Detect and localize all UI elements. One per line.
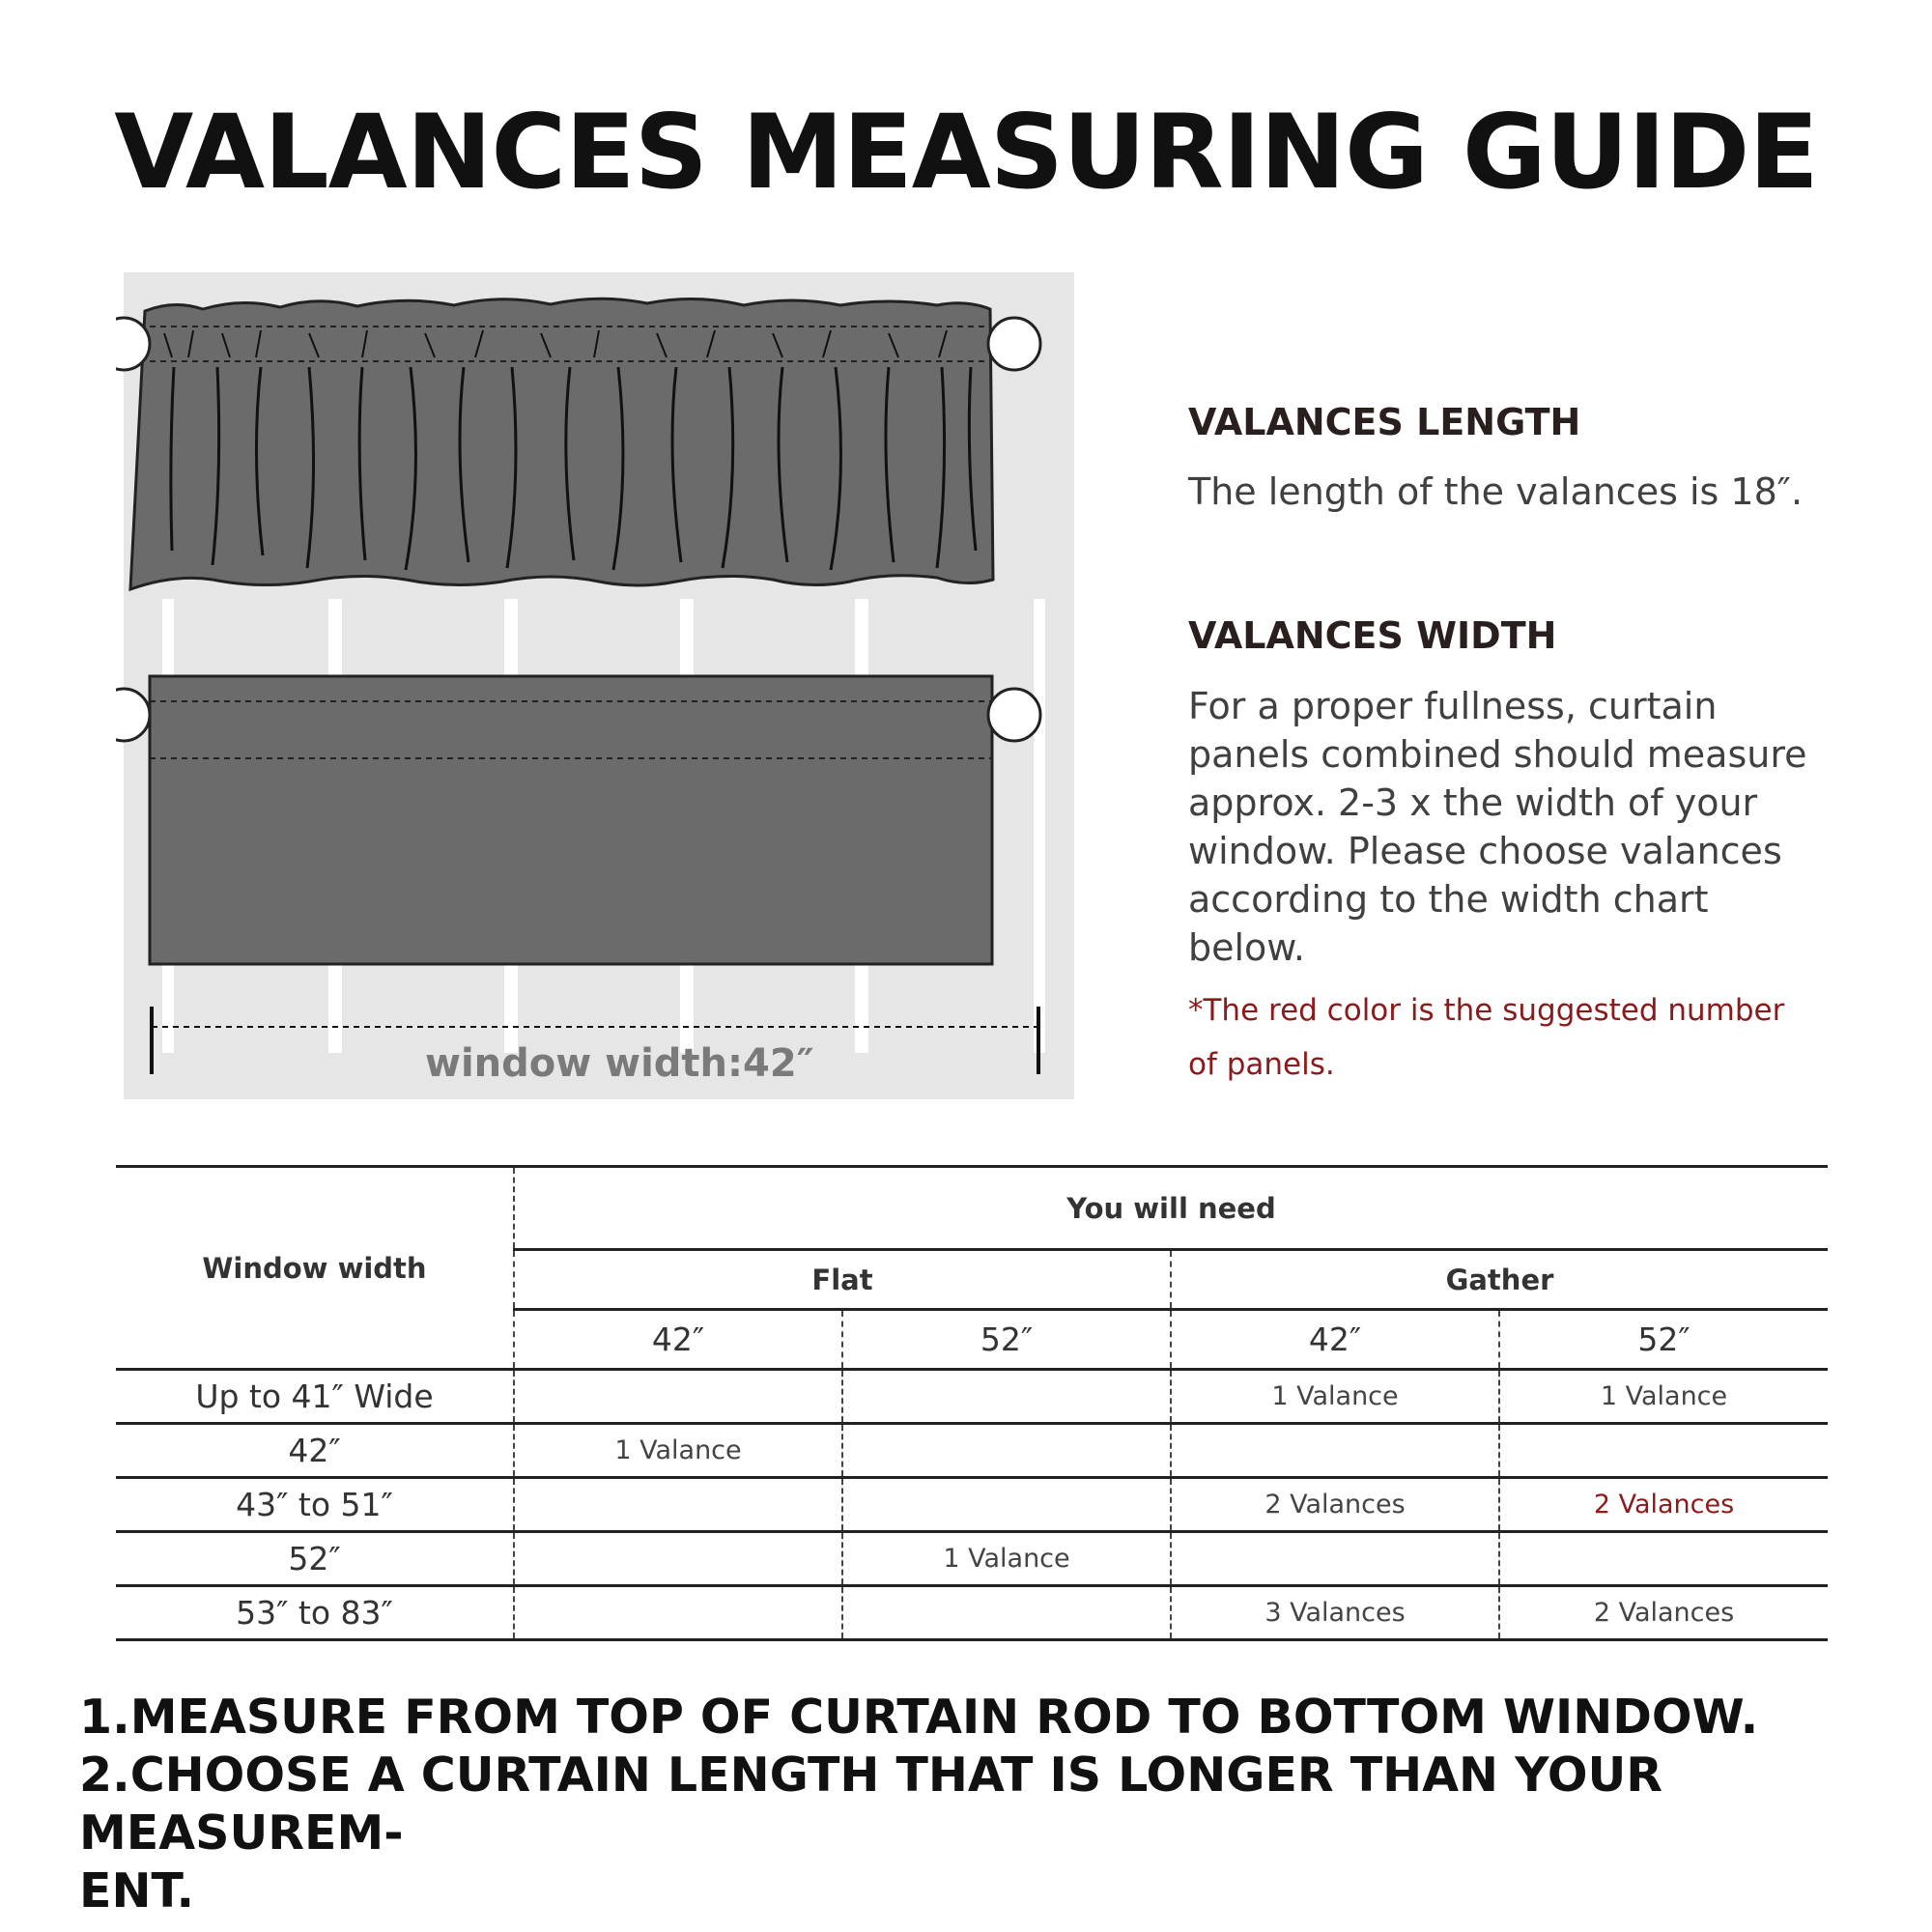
length-heading: VALANCES LENGTH (1188, 401, 1581, 443)
row-label: 52″ (116, 1532, 514, 1586)
table-cell (842, 1370, 1171, 1424)
table-cell: 2 Valances (1593, 1598, 1735, 1628)
row-label: 53″ to 83″ (116, 1586, 514, 1640)
table-cell: 1 Valance (1171, 1370, 1499, 1424)
instruction-line: ENT. (79, 1863, 195, 1918)
suggested-cell: 2 Valances (1593, 1490, 1735, 1520)
width-body-line: panels combined should measure (1188, 733, 1807, 776)
table-cell (1171, 1532, 1499, 1586)
row-label: 43″ to 51″ (116, 1478, 514, 1532)
you-will-need-header: You will need (514, 1167, 1828, 1250)
gather-header: Gather (1171, 1250, 1828, 1310)
row-label: Up to 41″ Wide (116, 1370, 514, 1424)
flat-valance (150, 676, 992, 964)
table-row (116, 1370, 1828, 1424)
width-body-line: For a proper fullness, curtain (1188, 685, 1718, 727)
table-cell (1499, 1532, 1828, 1586)
size-header: 52″ (842, 1310, 1171, 1370)
table-cell (514, 1478, 842, 1532)
rod-finial-right (988, 318, 1040, 370)
size-header: 52″ (1499, 1310, 1828, 1370)
table-cell (842, 1478, 1171, 1532)
table-cell: 1 Valance (1600, 1381, 1728, 1411)
table-cell (514, 1532, 842, 1586)
table-row (116, 1586, 1828, 1640)
width-body (1188, 682, 1826, 972)
table-row (116, 1478, 1828, 1532)
table-cell: 1 Valance (842, 1532, 1171, 1586)
window-width-header: Window width (116, 1167, 514, 1370)
size-header: 42″ (1171, 1310, 1499, 1370)
table-cell (1499, 1424, 1828, 1478)
window-width-label: window width:42″ (425, 1041, 814, 1086)
width-body-line: approx. 2-3 x the width of your (1188, 781, 1758, 824)
instruction-line: 2.CHOOSE A CURTAIN LENGTH THAT IS LONGER THAN YOUR MEASUREM- (79, 1747, 1663, 1861)
instructions (79, 1689, 1847, 1920)
width-body-line: according to the width chart (1188, 878, 1709, 921)
size-header: 42″ (514, 1310, 842, 1370)
table-cell (842, 1586, 1171, 1640)
width-body-line: window. Please choose valances (1188, 830, 1782, 872)
flat-header: Flat (514, 1250, 1171, 1310)
table-cell: 3 Valances (1171, 1586, 1499, 1640)
instruction-line: 1.MEASURE FROM TOP OF CURTAIN ROD TO BOTTOM WINDOW. (79, 1690, 1759, 1745)
gathered-valance (130, 298, 993, 589)
page-title: VALANCES MEASURING GUIDE (114, 93, 1818, 212)
width-heading: VALANCES WIDTH (1188, 614, 1557, 657)
width-chart-table (116, 1165, 1828, 1641)
table-cell: 2 Valances (1171, 1478, 1499, 1532)
rod-finial-right (988, 689, 1040, 741)
suggestion-note: *The red color is the suggested number of panels. (1188, 993, 1785, 1082)
length-body: The length of the valances is 18″. (1188, 470, 1804, 513)
table-cell (1171, 1424, 1499, 1478)
table-cell (514, 1370, 842, 1424)
width-body-line: below. (1188, 926, 1305, 969)
table-row (116, 1532, 1828, 1586)
table-row (116, 1424, 1828, 1478)
window-pane-gap (1034, 599, 1045, 1053)
row-label: 42″ (116, 1424, 514, 1478)
table-cell: 1 Valance (514, 1424, 842, 1478)
table-cell (514, 1586, 842, 1640)
table-cell (842, 1424, 1171, 1478)
valance-illustration (116, 261, 1082, 1111)
